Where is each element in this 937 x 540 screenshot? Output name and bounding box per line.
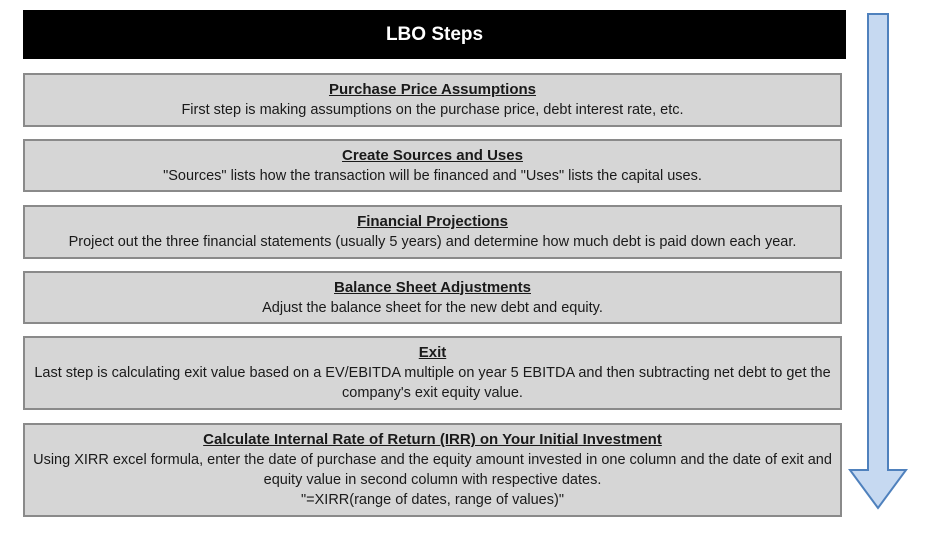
diagram-title-text: LBO Steps <box>385 23 484 45</box>
step-heading: Calculate Internal Rate of Return (IRR) on Your Initial Investment <box>203 431 662 448</box>
xirr-formula: "=XIRR(range of dates, range of values)" <box>301 492 564 508</box>
step-exit <box>23 336 842 410</box>
step-heading: Balance Sheet Adjustments <box>334 278 531 296</box>
diagram-title <box>23 10 846 59</box>
down-arrow-icon <box>847 12 909 512</box>
step-description: "Sources" lists how the transaction will be financed and "Uses" lists the capital uses. <box>163 167 702 184</box>
step-description: First step is making assumptions on the purchase price, debt interest rate, etc. <box>181 102 684 118</box>
down-arrow-shape <box>850 14 906 508</box>
step-description: Project out the three financial statements (usually 5 years) and determine how much debt is paid down each year. <box>68 234 797 250</box>
step-description: Last step is calculating exit value based on a EV/EBITDA multiple on year 5 EBITDA and then subtracting net debt to get the company's exit equity value. <box>34 365 831 401</box>
step-heading: Exit <box>418 344 447 361</box>
step-heading: Purchase Price Assumptions <box>328 81 537 98</box>
step-heading: Create Sources and Uses <box>342 146 523 164</box>
step-balance-sheet-adjustments <box>23 271 842 324</box>
step-purchase-price-assumptions <box>23 73 842 127</box>
step-heading: Financial Projections <box>357 213 508 230</box>
step-description: Adjust the balance sheet for the new debt and equity. <box>262 299 603 316</box>
step-create-sources-and-uses <box>23 139 842 192</box>
step-financial-projections <box>23 205 842 259</box>
step-calculate-irr <box>23 423 842 517</box>
step-description: Using XIRR excel formula, enter the date of purchase and the equity amount invested in one column and the date of exit and equity value in second column with respective dates. <box>33 452 832 488</box>
